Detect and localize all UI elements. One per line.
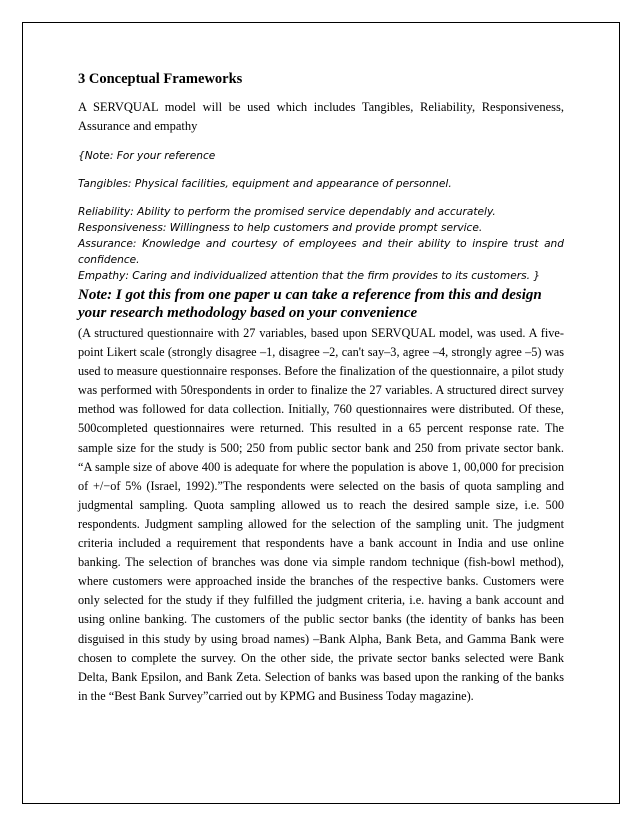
section-heading: 3 Conceptual Frameworks bbox=[78, 71, 243, 87]
note-tangibles: Tangibles: Physical facilities, equipment and appearance of personnel. bbox=[78, 178, 452, 190]
note-assurance: Assurance: Knowledge and courtesy of employees and their ability to inspire trust and confidence. bbox=[78, 238, 564, 266]
note-responsiveness: Responsiveness: Willingness to help customers and provide prompt service. bbox=[78, 222, 483, 234]
note-empathy: Empathy: Caring and individualized attention that the firm provides to its customers. } bbox=[78, 270, 541, 282]
reference-note bbox=[78, 148, 564, 284]
instruction-note: Note: I got this from one paper u can take a reference from this and design your research methodology based on your convenience bbox=[78, 287, 542, 321]
document-content bbox=[78, 70, 564, 706]
methodology-paragraph: (A structured questionnaire with 27 variables, based upon SERVQUAL model, was used. A five-point Likert scale (strongly disagree –1, disagree –2, can't say–3, agree –4, strongly agree –5) was used to measure questionnaire responses. Before the finalization of the questionnaire, a pilot study was performed with 50respondents in order to finalize the 27 variables. A structured direct survey method was followed for data collection. Initially, 760 questionnaires were distributed. Of these, 500completed questionnaires were returned. This resulted in a 65 percent response rate. The sample size for the study is 500; 250 from public sector bank and 250 from private sector bank. “A sample size of above 400 is adequate for where the population is above 1, 00,000 for precision of +/−of 5% (Israel, 1992).”The respondents were selected on the basis of quota sampling and judgmental sampling. Quota sampling allowed us to reach the desired sample size, i.e. 500 respondents. Judgment sampling allowed for the selection of the sampling unit. The judgment criteria included a requirement that respondents have a bank account in India and use online banking. The selection of branches was done via simple random technique (fish-bowl method), where customers were approached inside the branches of the respective banks. Customers were only selected for the study if they fulfilled the judgment criteria, i.e. having a bank account and using online banking. The customers of the public sector banks (the identity of banks has been disguised in this study by using broad names) –Bank Alpha, Bank Beta, and Gamma Bank were chosen to complete the survey. On the other side, the private sector banks selected were Bank Delta, Bank Epsilon, and Bank Zeta. Selection of banks was based upon the ranking of the banks in the “Best Bank Survey”carried out by KPMG and Business Today magazine). bbox=[78, 326, 564, 703]
note-opening: {Note: For your reference bbox=[78, 150, 216, 162]
note-reliability: Reliability: Ability to perform the promised service dependably and accurately. bbox=[78, 206, 496, 218]
intro-paragraph: A SERVQUAL model will be used which includes Tangibles, Reliability, Responsiveness, Assurance and empathy bbox=[78, 100, 564, 133]
